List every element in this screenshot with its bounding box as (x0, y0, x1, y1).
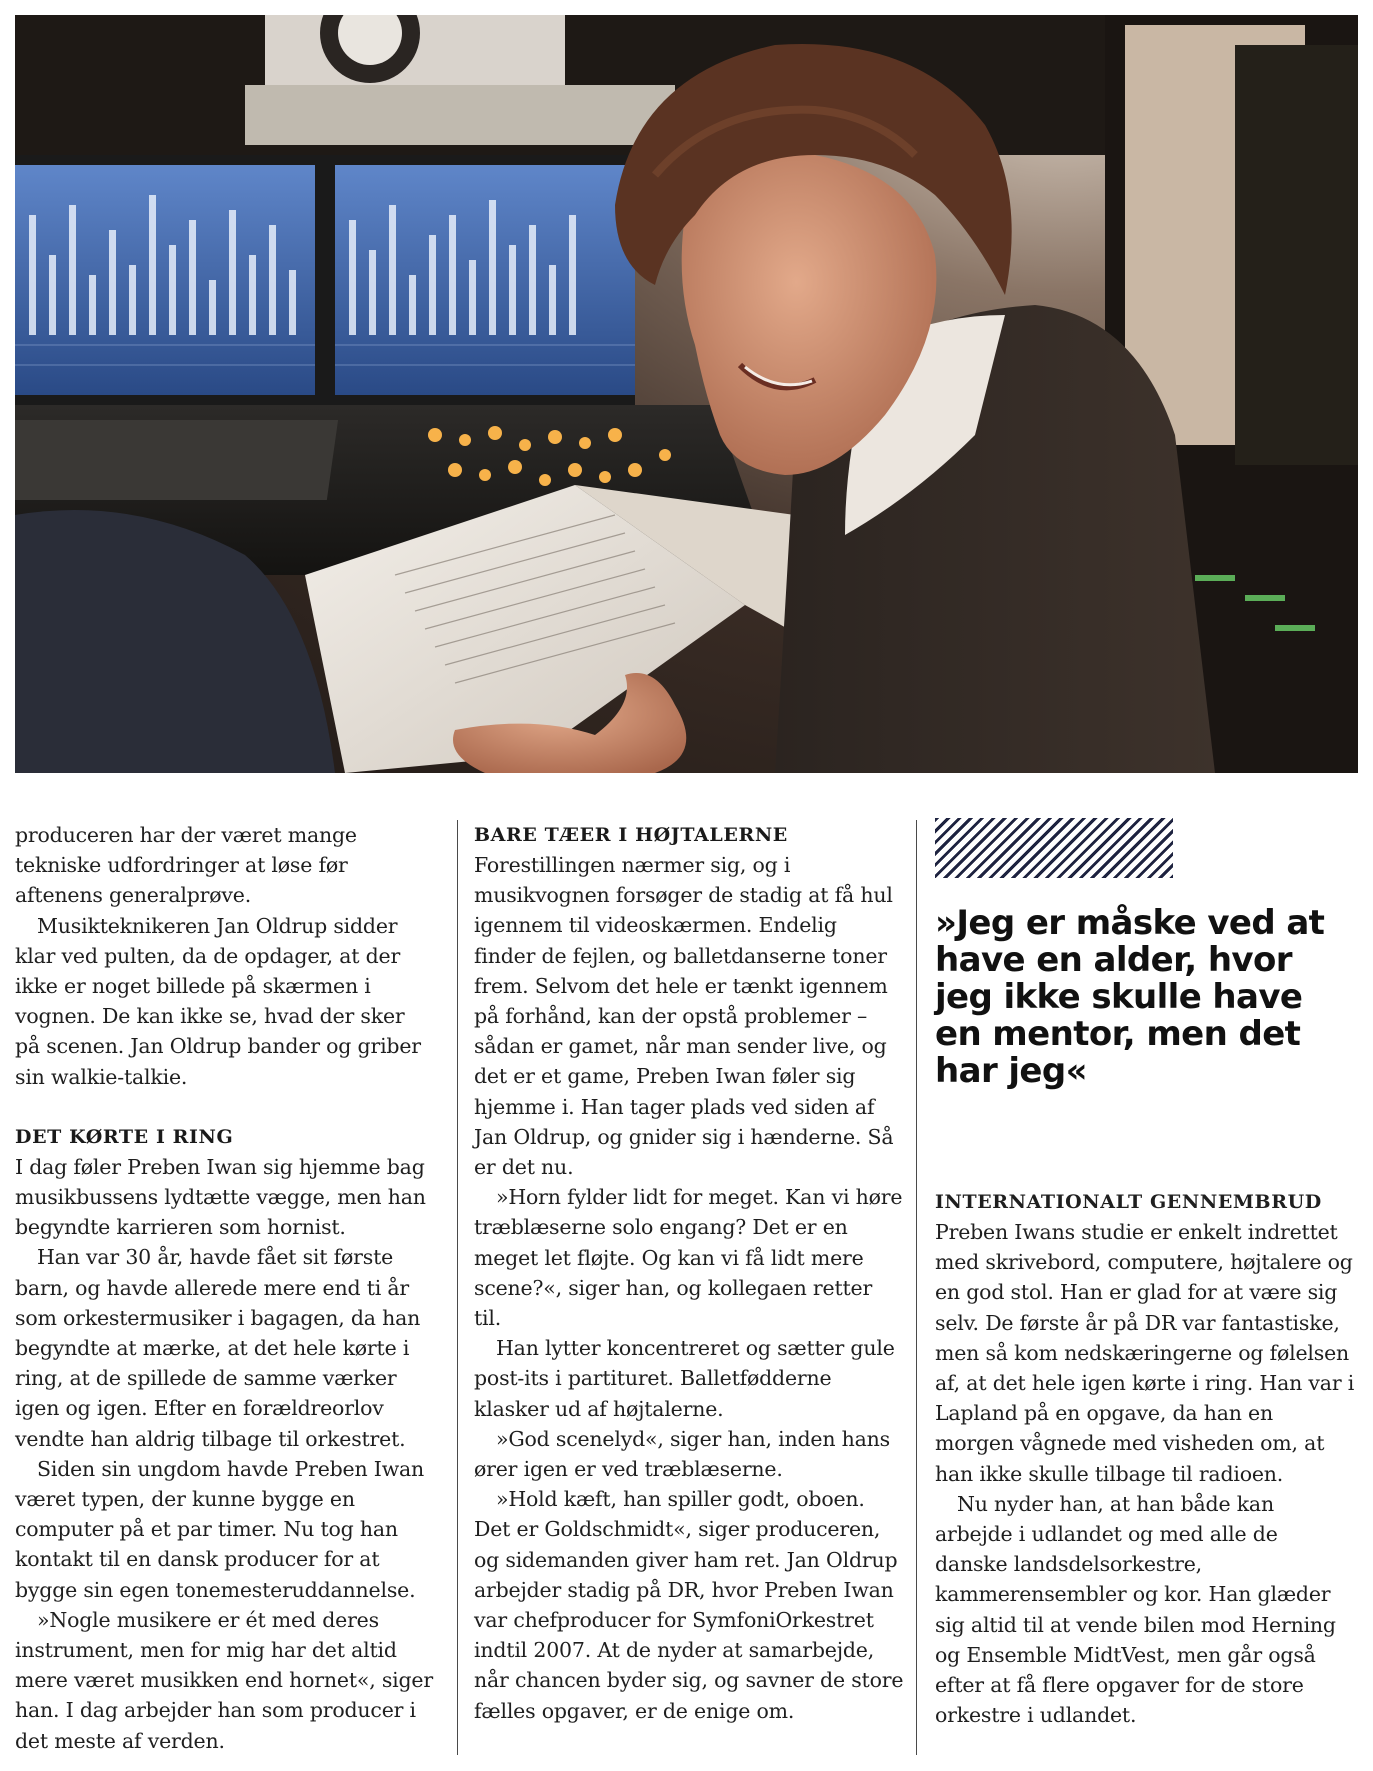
body-paragraph: Forestillingen nærmer sig, og i musikvognen forsøger de stadig at få hul igennem til videoskærmen. Endelig finder de fejlen, og balletdanserne toner frem. Selvom det hele er tænkt igennem på forhånd, kan der opstå problemer – sådan er gamet, når man sender live, og det er et game, Preben Iwan føler sig hjemme i. Han tager plads ved siden af Jan Oldrup, og gnider sig i hænderne. Så er det nu. (474, 853, 894, 1180)
section-heading: INTERNATIONALT GENNEMBRUD (935, 1191, 1322, 1213)
body-paragraph: »God scenelyd«, siger han, inden hans ører igen er ved træblæserne. (474, 1426, 890, 1482)
body-paragraph: »Horn fylder lidt for meget. Kan vi høre træblæserne solo engang? Det er en meget let fløjte. Og kan vi få lidt mere scene?«, siger han, og kollegaen retter til. (474, 1185, 903, 1331)
hatch-decoration (935, 818, 1173, 878)
body-paragraph: produceren har der været mange tekniske udfordringer at løse før aftenens generalprøve. (15, 823, 357, 908)
body-paragraph: Nu nyder han, at han både kan arbejde i udlandet og med alle de danske landsdelsorkestre, kammerensembler og kor. Han glæder sig altid til at vende bilen mod Herning og Ensemble MidtVest, men går også efter at få flere opgaver for de store orkestre i udlandet. (935, 1491, 1336, 1728)
body-paragraph: Han lytter koncentreret og sætter gule post-its i partituret. Balletfødderne klasker ud af højtalerne. (474, 1336, 895, 1421)
body-paragraph: Musikteknikeren Jan Oldrup sidder klar ved pulten, da de opdager, at der ikke er noget billede på skærmen i vognen. De kan ikke se, hvad der sker på scenen. Jan Oldrup bander og griber sin walkie-talkie. (15, 913, 421, 1089)
section-heading: DET KØRTE I RING (15, 1125, 234, 1148)
article-column-3 (935, 1187, 1355, 1730)
studio-photo (15, 15, 1358, 773)
body-paragraph: »Nogle musikere er ét med deres instrument, men for mig har det altid mere været musikken end hornet«, siger han. I dag arbejder han som producer i det meste af verden. (15, 1607, 433, 1753)
pull-quote: »Jeg er måske ved at have en alder, hvor jeg ikke skulle have en mentor, men det har jeg« (935, 903, 1325, 1091)
body-paragraph: I dag føler Preben Iwan sig hjemme bag musikbussens lydtætte vægge, men han begyndte karrieren som hornist. (15, 1154, 426, 1240)
article-column-2 (474, 820, 904, 1726)
section-heading: BARE TÆER I HØJTALERNE (474, 824, 788, 846)
body-paragraph: Siden sin ungdom havde Preben Iwan været typen, der kunne bygge en computer på et par timer. Nu tog han kontakt til en dansk producer for at bygge sin egen tonemesteruddannelse. (15, 1456, 425, 1602)
column-divider (457, 820, 458, 1755)
column-divider (916, 820, 917, 1755)
body-paragraph: Han var 30 år, havde fået sit første barn, og havde allerede mere end ti år som orkestermusiker i bagagen, da han begyndte at mærke, at det hele kørte i ring, at de spillede de samme værker igen og igen. Efter en forældreorlov vendte han aldrig tilbage til orkestret. (15, 1245, 421, 1451)
body-paragraph: »Hold kæft, han spiller godt, oboen. Det er Goldschmidt«, siger produceren, og sidemanden giver ham ret. Jan Oldrup arbejder stadig på DR, hvor Preben Iwan var chefproducer for SymfoniOrkestret indtil 2007. At de nyder at samarbejde, når chancen byder sig, og savner de store fælles opgaver, er de enige om. (474, 1487, 904, 1723)
studio-photo-illustration (15, 15, 1358, 773)
body-paragraph: Preben Iwans studie er enkelt indrettet med skrivebord, computere, højtalere og en god stol. Han er glad for at være sig selv. De første år på DR var fantastiske, men så kom nedskæringerne og følelsen af, at det hele igen kørte i ring. Han var i Lapland på en opgave, da han en morgen vågnede med visheden om, at han ikke skulle tilbage til radioen. (935, 1220, 1355, 1486)
article-column-1 (15, 820, 435, 1756)
